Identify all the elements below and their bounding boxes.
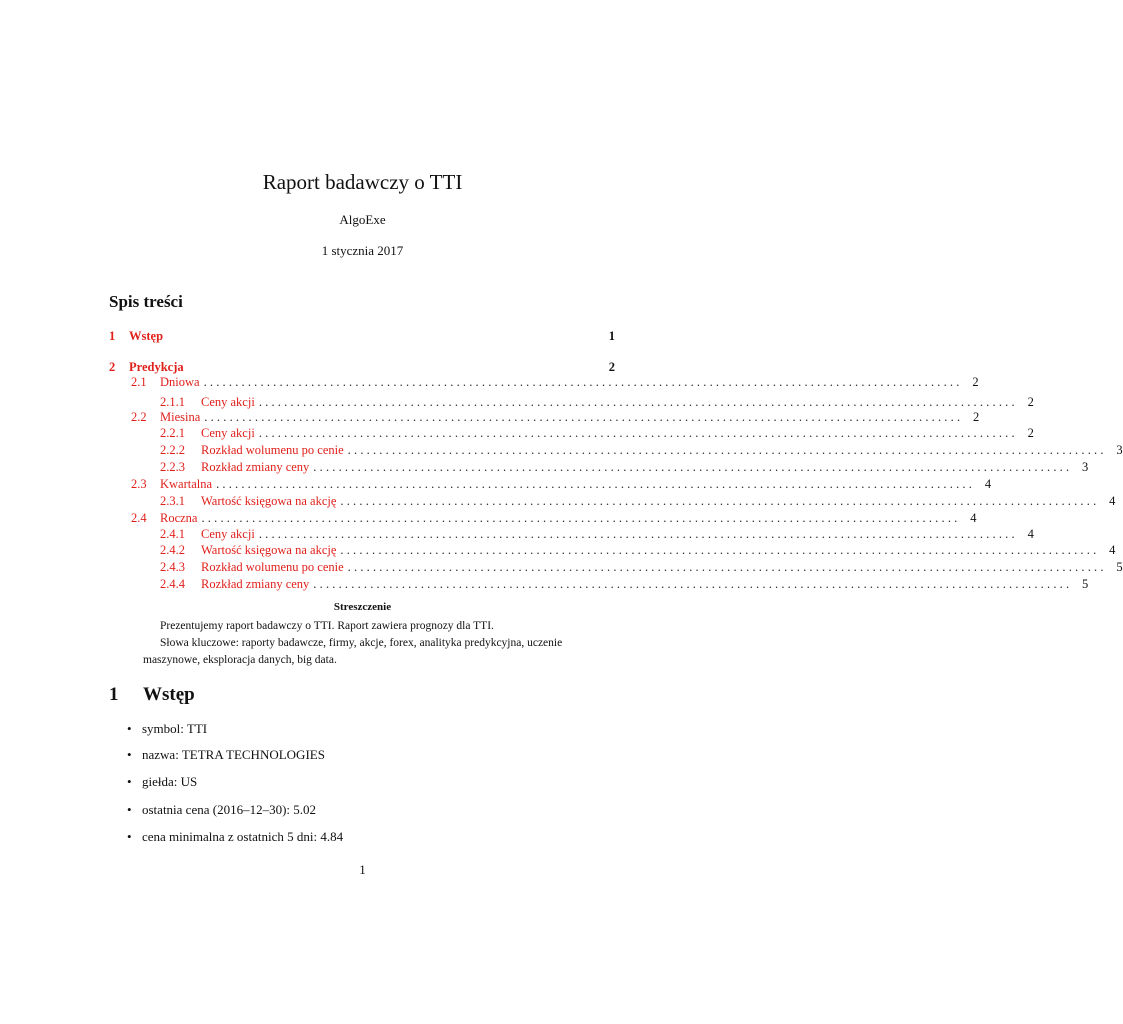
toc-entry-number: 2 <box>109 360 116 374</box>
toc-entry-page: 2 <box>972 375 979 389</box>
toc-leader-dots: ........................................................................................................................ <box>216 477 976 491</box>
toc-entry-label[interactable]: Ceny akcji <box>201 527 255 541</box>
document-title: Raport badawczy o TTI <box>262 170 463 194</box>
toc-entry-number: 2.4.4 <box>160 577 185 591</box>
abstract <box>143 618 583 669</box>
toc-entry[interactable] <box>109 542 1116 558</box>
toc-entry-number: 2.1 <box>131 375 147 389</box>
list-item <box>127 773 197 791</box>
toc-entry-page: 5 <box>1116 560 1123 574</box>
abstract-paragraph: Słowa kluczowe: raporty badawcze, firmy, akcje, forex, analityka predykcyjna, uczenie maszynowe, eksploracja danych, big data. <box>143 637 563 666</box>
toc-entry-number: 2.1.1 <box>160 395 185 409</box>
toc-entry-label[interactable]: Miesina <box>160 410 201 424</box>
toc-entry-page: 2 <box>608 360 615 374</box>
abstract-heading: Streszczenie <box>333 601 392 613</box>
toc-entry-label[interactable]: Rozkład wolumenu po cenie <box>201 560 344 574</box>
toc-entry-page: 4 <box>1027 527 1034 541</box>
bullet-icon: • <box>127 747 132 762</box>
toc-entry-number: 2.2.2 <box>160 443 185 457</box>
section-number: 1 <box>109 684 119 705</box>
toc-entry-label[interactable]: Wartość księgowa na akcję <box>201 543 337 557</box>
toc-entry-page: 5 <box>1082 577 1089 591</box>
toc-leader-dots: ........................................................................................................................ <box>340 543 1100 557</box>
toc-entry-label[interactable]: Wstęp <box>129 329 164 343</box>
toc-leader-dots: ........................................................................................................................ <box>313 460 1073 474</box>
toc-entry-number: 2.4.2 <box>160 543 185 557</box>
toc-entry[interactable] <box>109 459 1089 475</box>
toc-entry-page: 4 <box>984 477 992 491</box>
toc-entry[interactable] <box>109 328 615 344</box>
toc-entry-number: 2.2 <box>131 410 147 424</box>
toc-entry-page: 2 <box>973 410 980 424</box>
toc-leader-dots: ........................................................................................................................ <box>258 527 1018 541</box>
list-item-text: cena minimalna z ostatnich 5 dni: 4.84 <box>142 829 344 844</box>
toc-entry[interactable] <box>109 425 1034 441</box>
page-number: 1 <box>359 862 366 877</box>
toc-entry-page: 4 <box>1109 494 1116 508</box>
toc-entry[interactable] <box>109 409 980 425</box>
toc-entry[interactable] <box>109 442 1123 458</box>
toc-entry-number: 2.4.1 <box>160 527 185 541</box>
toc-leader-dots: ........................................................................................................................ <box>347 560 1107 574</box>
toc-entry-number: 2.2.3 <box>160 460 185 474</box>
abstract-paragraph: Prezentujemy raport badawczy o TTI. Raport zawiera prognozy dla TTI. <box>160 620 494 632</box>
bullet-icon: • <box>127 721 132 736</box>
toc-leader-dots: ........................................................................................................................ <box>201 511 961 525</box>
toc-entry-number: 2.4.3 <box>160 560 185 574</box>
list-item <box>127 828 343 846</box>
toc-entry-label[interactable]: Rozkład zmiany ceny <box>201 577 310 591</box>
toc-entry[interactable] <box>109 394 1034 410</box>
toc-leader-dots: ........................................................................................................................ <box>258 426 1018 440</box>
toc-entry-number: 2.4 <box>131 511 147 525</box>
toc-entry[interactable] <box>109 576 1089 592</box>
toc-leader-dots: ........................................................................................................................ <box>340 494 1100 508</box>
toc-entry-label[interactable]: Roczna <box>160 511 198 525</box>
toc-entry-number: 1 <box>109 329 116 343</box>
list-item-text: symbol: TTI <box>142 721 208 736</box>
list-item-text: giełda: US <box>142 774 198 789</box>
toc-spacer <box>184 359 603 375</box>
toc-entry-number: 2.2.1 <box>160 426 185 440</box>
toc-entry-label[interactable]: Rozkład wolumenu po cenie <box>201 443 344 457</box>
toc-entry[interactable] <box>109 559 1123 575</box>
list-item-text: ostatnia cena (2016–12–30): 5.02 <box>142 802 317 817</box>
section-heading <box>109 684 195 706</box>
toc-entry-number: 2.3.1 <box>160 494 185 508</box>
toc-entry-label[interactable]: Dniowa <box>160 375 200 389</box>
toc-entry-page: 1 <box>608 329 615 343</box>
toc-entry-label[interactable]: Ceny akcji <box>201 426 255 440</box>
toc-entry-label[interactable]: Predykcja <box>129 360 184 374</box>
toc-spacer <box>163 328 603 344</box>
list-item <box>127 801 316 819</box>
list-item <box>127 746 325 764</box>
toc-leader-dots: ........................................................................................................................ <box>347 443 1107 457</box>
toc-entry-label[interactable]: Wartość księgowa na akcję <box>201 494 337 508</box>
toc-leader-dots: ........................................................................................................................ <box>203 375 963 389</box>
toc-entry[interactable] <box>109 493 1116 509</box>
toc-entry-page: 4 <box>1109 543 1116 557</box>
toc-entry[interactable] <box>109 510 977 526</box>
toc-entry-page: 3 <box>1116 443 1123 457</box>
toc-leader-dots: ........................................................................................................................ <box>258 395 1018 409</box>
list-item <box>127 720 207 738</box>
bullet-icon: • <box>127 774 132 789</box>
document-date: 1 stycznia 2017 <box>321 243 404 258</box>
toc-leader-dots: ........................................................................................................................ <box>313 577 1073 591</box>
toc-entry-label[interactable]: Rozkład zmiany ceny <box>201 460 310 474</box>
toc-entry-label[interactable]: Kwartalna <box>160 477 213 491</box>
section-title: Wstęp <box>143 684 195 705</box>
toc-entry[interactable] <box>109 359 615 375</box>
toc-entry[interactable] <box>109 526 1034 542</box>
bullet-icon: • <box>127 802 132 817</box>
toc-entry[interactable] <box>109 374 979 390</box>
toc-entry-page: 3 <box>1082 460 1089 474</box>
toc-entry-label[interactable]: Ceny akcji <box>201 395 255 409</box>
toc-entry-page: 4 <box>970 511 977 525</box>
toc-heading: Spis treści <box>109 292 183 311</box>
document-author: AlgoExe <box>339 212 386 227</box>
toc-entry-number: 2.3 <box>131 477 147 491</box>
toc-entry-page: 2 <box>1027 426 1034 440</box>
toc-entry-page: 2 <box>1027 395 1034 409</box>
toc-entry[interactable] <box>109 476 992 492</box>
bullet-icon: • <box>127 829 132 844</box>
list-item-text: nazwa: TETRA TECHNOLOGIES <box>142 747 325 762</box>
toc-leader-dots: ........................................................................................................................ <box>204 410 964 424</box>
